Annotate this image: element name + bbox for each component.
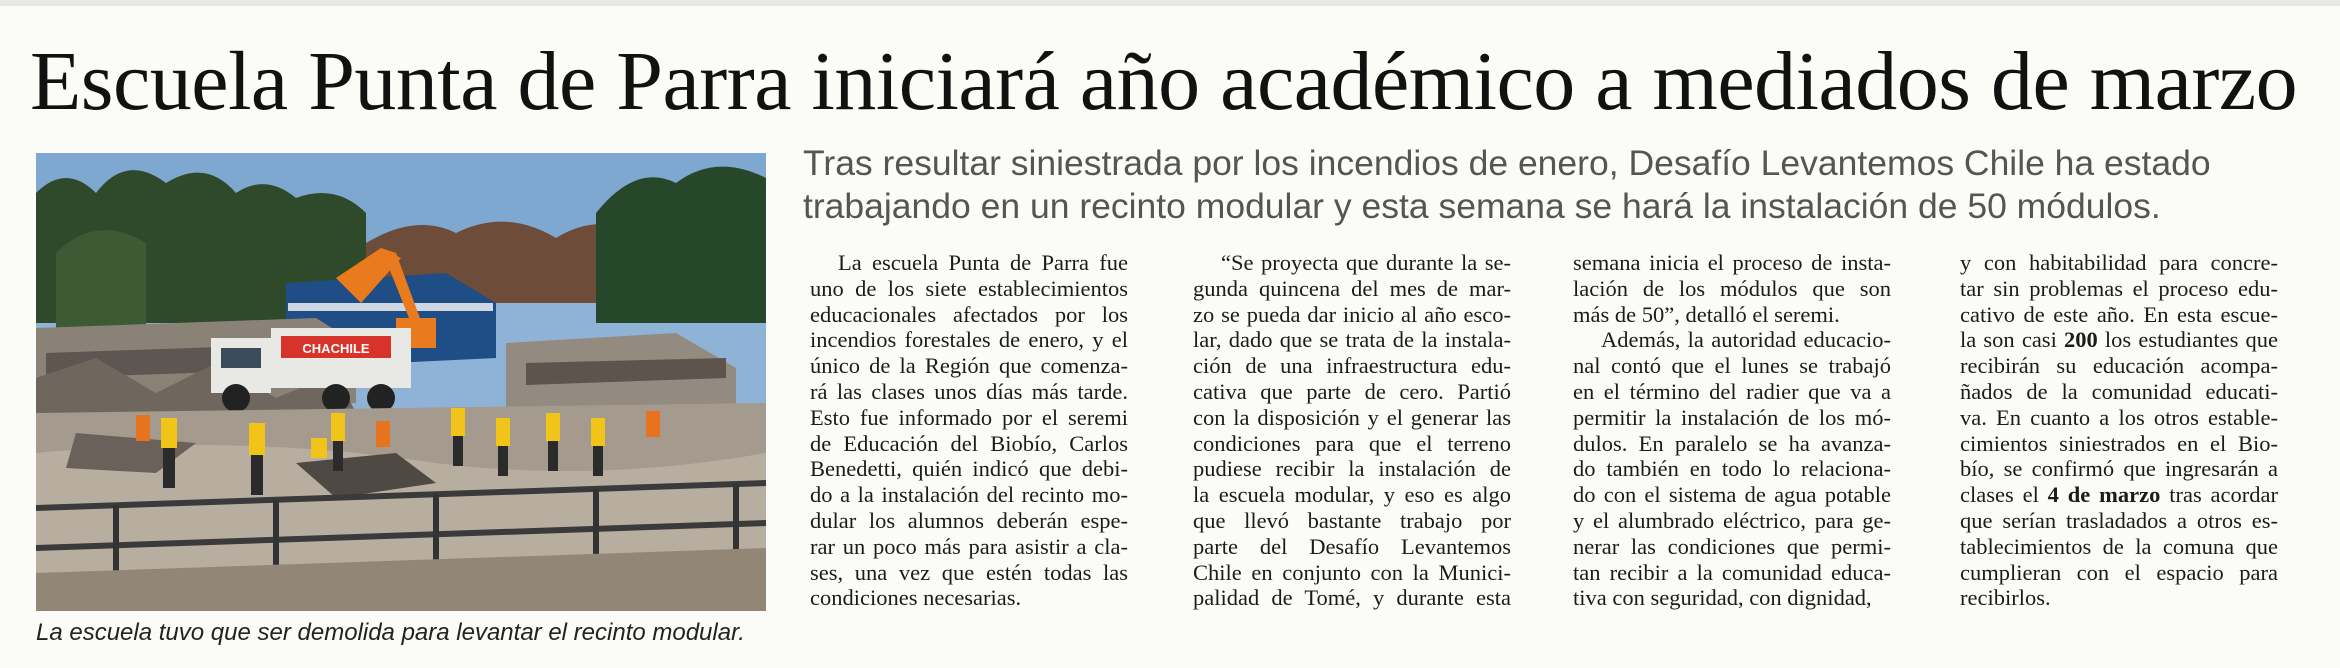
body-text-line: Chile en conjunto con la Munici-: [1193, 559, 1511, 585]
body-text-line: ción de una infraestructura edu-: [1193, 353, 1511, 379]
body-text-line: rar un poco más para asistir a cla-: [810, 533, 1128, 559]
student-count: 200: [2064, 327, 2098, 353]
body-text-line: Esto fue informado por el seremi: [810, 404, 1128, 430]
photo-caption: La escuela tuvo que ser demolida para levantar el recinto modular.: [36, 619, 745, 646]
body-text-line: y el alumbrado eléctrico, para ge-: [1573, 507, 1891, 533]
body-text-line: zo se pueda dar inicio al año esco-: [1193, 301, 1511, 327]
body-text-line: recibirán su educación acompa-: [1960, 353, 2278, 379]
headline: Escuela Punta de Parra iniciará año académico a mediados de marzo: [30, 35, 2298, 128]
body-text-line: cumplieran con el espacio para: [1960, 559, 2278, 585]
body-text-line: semana inicia el proceso de insta-: [1573, 250, 1891, 275]
body-text-line: do con el sistema de agua potable: [1573, 482, 1891, 508]
body-text-line: condiciones necesarias.: [810, 585, 1022, 611]
body-text-line: clases el 4 de marzo tras acordar: [1960, 482, 2278, 508]
body-text-line: permitir la instalación de los mó-: [1573, 404, 1891, 430]
body-text-line: do a la instalación del recinto mo-: [810, 482, 1128, 508]
body-text-line: Benedetti, quién indicó que debi-: [810, 456, 1128, 482]
body-text-line: tablecimientos de la comuna que: [1960, 533, 2278, 559]
body-column-2: [1193, 250, 1511, 611]
body-text-line: con la disposición y el generar las: [1193, 404, 1511, 430]
start-date: 4 de marzo: [2047, 482, 2161, 508]
body-text-line: cativa que parte de cero. Partió: [1193, 378, 1511, 404]
body-text-line: y con habitabilidad para concre-: [1960, 250, 2278, 275]
subhead-line: trabajando en un recinto modular y esta semana se hará la instalación de 50 módulos.: [803, 186, 2161, 226]
body-text-line: cativo de este año. En esta escue-: [1960, 301, 2278, 327]
body-text-line: recibirlos.: [1960, 585, 2051, 611]
body-text-line: único de la Región que comenza-: [810, 353, 1128, 379]
subhead-line: Tras resultar siniestrada por los incendios de enero, Desafío Levantemos Chile ha estado: [803, 143, 2211, 183]
body-text-line: do también en todo lo relaciona-: [1573, 456, 1891, 482]
body-column-4: [1960, 250, 2278, 611]
body-text-line: ses, una vez que estén todas las: [810, 559, 1128, 585]
body-text-line: lación de los módulos que son: [1573, 275, 1891, 301]
body-text-line: la escuela modular, y eso es algo: [1193, 482, 1511, 508]
body-text-line: tar sin problemas el proceso edu-: [1960, 275, 2278, 301]
body-text-line: más de 50”, detalló el seremi.: [1573, 301, 1840, 327]
body-text-line: incendios forestales de enero, y el: [810, 327, 1128, 353]
body-text-line: Además, la autoridad educacio-: [1601, 327, 1891, 353]
body-text-line: “Se proyecta que durante la se-: [1221, 250, 1511, 275]
body-text-line: va. En cuanto a los otros estable-: [1960, 404, 2278, 430]
body-text-line: lar, dado que se trata de la instala-: [1193, 327, 1511, 353]
article-photo: [36, 153, 766, 611]
body-text-line: cimientos siniestrados en el Bio-: [1960, 430, 2278, 456]
body-text-line: que llevó bastante trabajo por: [1193, 507, 1511, 533]
page-top-edge: [0, 0, 2340, 6]
body-text-line: dular los alumnos deberán espe-: [810, 507, 1128, 533]
body-text-line: educacionales afectados por los: [810, 301, 1128, 327]
body-text-line: dulos. En paralelo se ha avanza-: [1573, 430, 1891, 456]
body-text-line: tan recibir a la comunidad educa-: [1573, 559, 1891, 585]
body-text-line: tiva con seguridad, con dignidad,: [1573, 585, 1872, 611]
subheadline: [803, 142, 2303, 228]
body-column-3: [1573, 250, 1891, 611]
body-text-line: bío, se confirmó que ingresarán a: [1960, 456, 2278, 482]
body-text-line: nal contó que el lunes se trabajó: [1573, 353, 1891, 379]
body-text-line: la son casi 200 los estudiantes que: [1960, 327, 2278, 353]
body-text-line: que serían trasladados a otros es-: [1960, 507, 2278, 533]
body-text-line: ñados de la comunidad educati-: [1960, 378, 2278, 404]
body-text-line: pudiese recibir la instalación de: [1193, 456, 1511, 482]
body-text-line: parte del Desafío Levantemos: [1193, 533, 1511, 559]
body-text-line: condiciones para que el terreno: [1193, 430, 1511, 456]
body-text-line: nerar las condiciones que permi-: [1573, 533, 1891, 559]
body-text-line: rá las clases unos días más tarde.: [810, 378, 1128, 404]
body-column-1: [810, 250, 1128, 611]
truck-label: CHACHILE: [302, 341, 370, 356]
body-text-line: de Educación del Biobío, Carlos: [810, 430, 1128, 456]
body-text-line: uno de los siete establecimientos: [810, 275, 1128, 301]
body-text-line: palidad de Tomé, y durante esta: [1193, 585, 1511, 611]
body-text-line: La escuela Punta de Parra fue: [838, 250, 1128, 275]
body-text-line: en el término del radier que va a: [1573, 378, 1891, 404]
body-text-line: gunda quincena del mes de mar-: [1193, 275, 1511, 301]
